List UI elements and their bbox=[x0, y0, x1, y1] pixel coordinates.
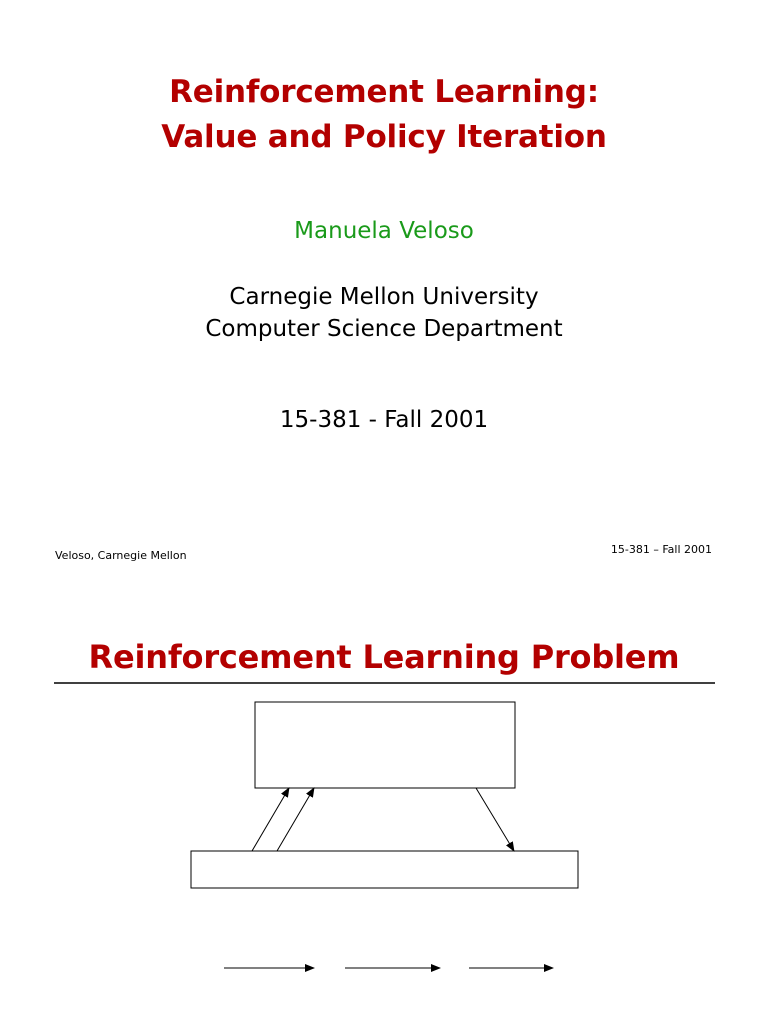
footer-right: 15-381 – Fall 2001 bbox=[610, 543, 712, 556]
footer-left: Veloso, Carnegie Mellon bbox=[55, 549, 187, 562]
action-arrow bbox=[476, 788, 514, 851]
slide-title-line-1: Reinforcement Learning: bbox=[169, 74, 599, 110]
slide-2 bbox=[0, 590, 768, 1024]
environment-box bbox=[191, 851, 578, 888]
affiliation-department: Computer Science Department bbox=[205, 316, 563, 342]
affiliation-university: Carnegie Mellon University bbox=[229, 284, 539, 310]
agent-box bbox=[255, 702, 515, 788]
slide-title-line-2: Value and Policy Iteration bbox=[161, 119, 607, 155]
slide-2-title: Reinforcement Learning Problem bbox=[88, 638, 680, 676]
course-label: 15-381 - Fall 2001 bbox=[279, 407, 489, 433]
author-name: Manuela Veloso bbox=[294, 218, 474, 244]
reward-arrow bbox=[277, 788, 314, 851]
state-arrow bbox=[252, 788, 289, 851]
agent-environment-diagram bbox=[0, 590, 768, 1024]
